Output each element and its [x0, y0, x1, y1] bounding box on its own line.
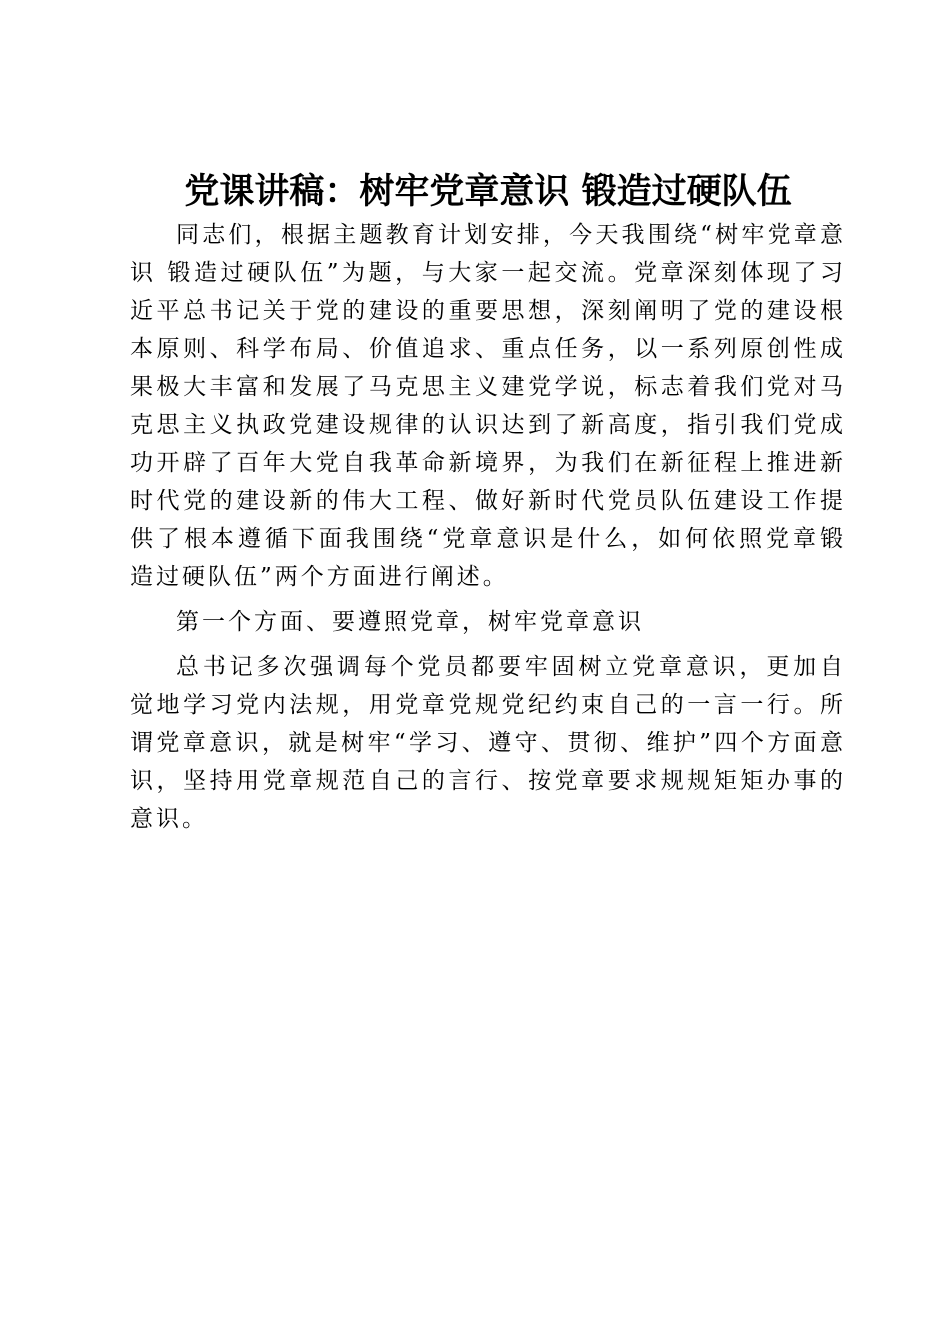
paragraph-section-1: 总书记多次强调每个党员都要牢固树立党章意识，更加自觉地学习党内法规，用党章党规党纪约束自己的一言一行。所谓党章意识，就是树牢“学习、遵守、贯彻、维护”四个方面意识，坚持用党章规范自己的言行、按党章要求规规矩矩办事的意识。	[130, 654, 846, 832]
document-title: 党课讲稿：树牢党章意识 锻造过硬队伍	[184, 172, 792, 212]
section-heading-1: 第一个方面、要遵照党章，树牢党章意识	[176, 609, 644, 635]
document-page	[130, 168, 846, 838]
paragraph-intro: 同志们，根据主题教育计划安排，今天我围绕“树牢党章意识 锻造过硬队伍”为题，与大家一起交流。党章深刻体现了习近平总书记关于党的建设的重要思想，深刻阐明了党的建设根本原则、科学布局、价值追求、重点任务，以一系列原创性成果极大丰富和发展了马克思主义建党学说，标志着我们党对马克思主义执政党建设规律的认识达到了新高度，指引我们党成功开辟了百年大党自我革命新境界，为我们在新征程上推进新时代党的建设新的伟大工程、做好新时代党员队伍建设工作提供了根本遵循下面我围绕“党章意识是什么，如何依照党章锻造过硬队伍”两个方面进行阐述。	[130, 222, 846, 590]
